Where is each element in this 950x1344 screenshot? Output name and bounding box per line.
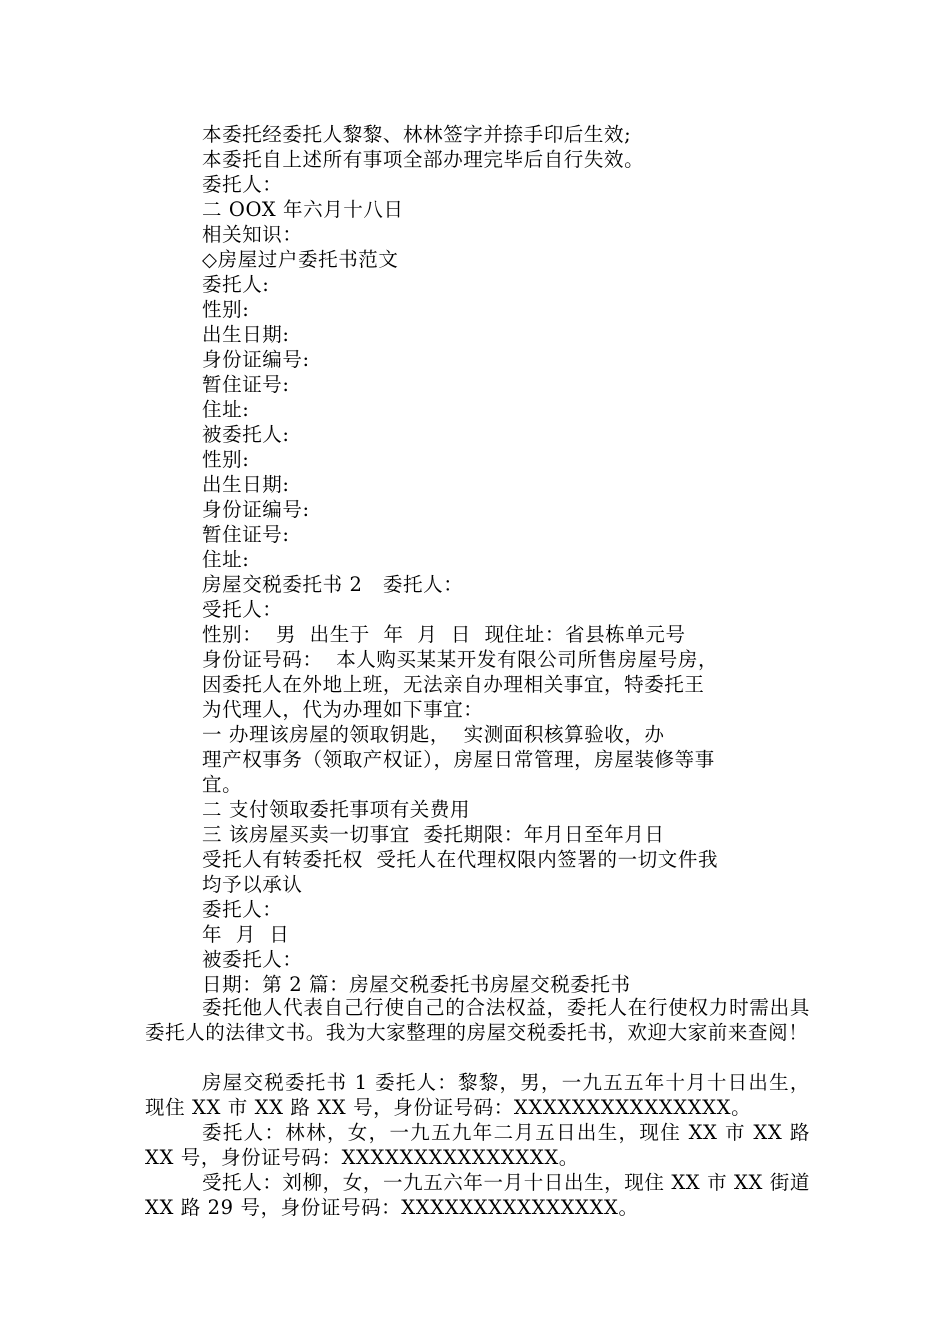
text-line: 本委托自上述所有事项全部办理完毕后自行失效。: [202, 148, 645, 171]
text-line: 出生日期:: [202, 473, 290, 496]
text-line: 性别:: [202, 448, 250, 471]
text-line: 暂住证号:: [202, 373, 290, 396]
text-line: 委托人：: [202, 898, 283, 921]
body-paragraph: 委托他人代表自己行使自己的合法权益，委托人在行使权力时需出具委托人的法律文书。我为大家整理的房屋交税委托书，欢迎大家前来查阅！: [145, 996, 810, 1044]
body-paragraph: 委托人：林林，女，一九五九年二月五日出生，现住 XX 市 XX 路 XX 号，身份证号码：XXXXXXXXXXXXXXX。: [145, 1121, 810, 1169]
text-line: 日期：第 2 篇：房屋交税委托书房屋交税委托书: [202, 973, 631, 996]
text-line: 住址:: [202, 398, 250, 421]
text-line: ◇房屋过户委托书范文: [202, 248, 399, 271]
text-line: 宜。: [202, 773, 243, 796]
text-line: 性别： 男 出生于 年 月 日 现住址：省县栋单元号: [202, 623, 686, 646]
text-line: 被委托人：: [202, 948, 303, 971]
body-paragraph: 房屋交税委托书 1 委托人：黎黎，男，一九五五年十月十日出生，现住 XX 市 XX 路 XX 号，身份证号码：XXXXXXXXXXXXXXX。: [145, 1071, 810, 1119]
text-line: 因委托人在外地上班，无法亲自办理相关事宜，特委托王: [202, 673, 705, 696]
text-line: 受托人有转委托权 受托人在代理权限内签署的一切文件我: [202, 848, 719, 871]
text-line: 性别:: [202, 298, 250, 321]
text-line: 身份证编号:: [202, 348, 310, 371]
text-line: 房屋交税委托书 2 委托人：: [202, 573, 464, 596]
text-line: 受托人：: [202, 598, 283, 621]
body-paragraph: 受托人：刘柳，女，一九五六年一月十日出生，现住 XX 市 XX 街道 XX 路 29 号，身份证号码：XXXXXXXXXXXXXXX。: [145, 1171, 810, 1219]
text-line: 二 OOX 年六月十八日: [202, 198, 404, 221]
text-line: 年 月 日: [202, 923, 290, 946]
text-line: 二 支付领取委托事项有关费用: [202, 798, 471, 821]
text-line: 住址:: [202, 548, 250, 571]
text-line: 三 该房屋买卖一切事宜 委托期限：年月日至年月日: [202, 823, 665, 846]
text-line: 本委托经委托人黎黎、林林签字并捺手印后生效;: [202, 123, 632, 146]
text-line: 暂住证号:: [202, 523, 290, 546]
text-line: 均予以承认: [202, 873, 303, 896]
text-line: 相关知识：: [202, 223, 303, 246]
text-line: 为代理人，代为办理如下事宜：: [202, 698, 484, 721]
text-line: 身份证号码： 本人购买某某开发有限公司所售房屋号房，: [202, 648, 719, 671]
text-line: 一 办理该房屋的领取钥匙， 实测面积核算验收，办: [202, 723, 665, 746]
text-line: 身份证编号:: [202, 498, 310, 521]
text-line: 出生日期:: [202, 323, 290, 346]
text-line: 委托人:: [202, 273, 270, 296]
text-line: 委托人：: [202, 173, 283, 196]
text-line: 理产权事务（领取产权证），房屋日常管理，房屋装修等事: [202, 748, 715, 771]
text-line: 被委托人:: [202, 423, 290, 446]
